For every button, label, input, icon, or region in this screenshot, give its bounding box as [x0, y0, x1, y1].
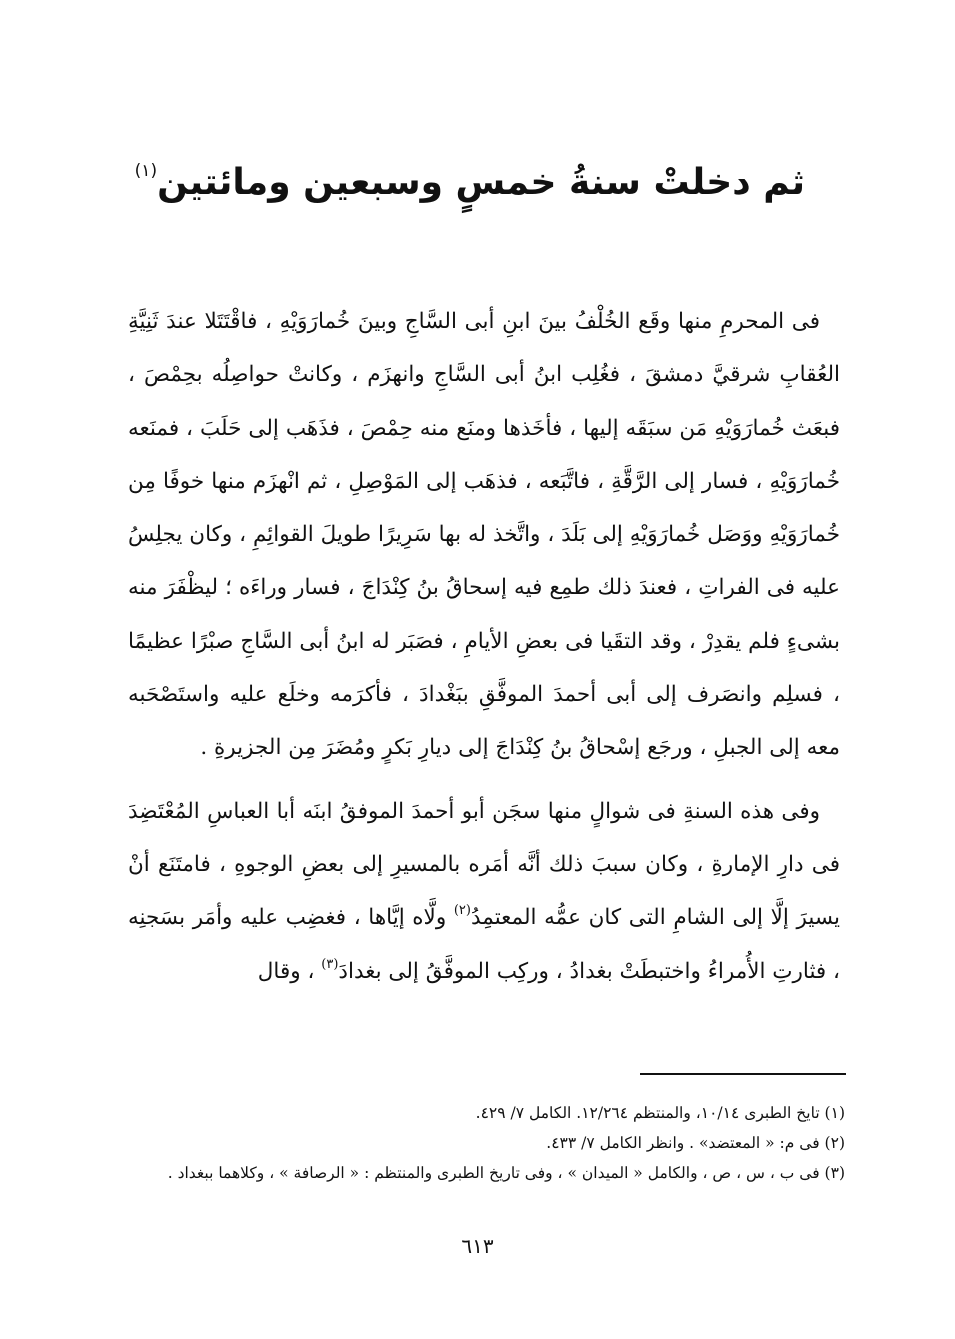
footnote-3: (٣) فى ب ، س ، ص ، والكامل « الميدان » ، وفى تاريخ الطبرى والمنتظم : « الرصافة » ، وكلاهما ببغداد .	[167, 1164, 845, 1182]
footnote-2: (٢) فى م: « المعتضد» . وانظر الكامل ٧/ ٤٣٣.	[546, 1134, 845, 1152]
paragraph-2-part-1: وفى هذه السنةِ فى شوالٍ منها سجَن أبو أحمدَ الموفقُ ابنَه أبا العباسِ المُعْتَضِدَ فى دارِ الإمارةِ ، وكان سببَ ذلك أنَّه أمَره بالمسيرِ إلى بعضِ الوجوهِ ، فامتَنَع أنْ يسيرَ إلَّا إلى الشامِ التى كان عمُّه المعتمِدُ	[128, 798, 840, 931]
main-text	[128, 295, 840, 998]
chapter-heading	[134, 136, 805, 218]
footnotes	[130, 1098, 845, 1188]
paragraph-2-part-3: ، وقال	[257, 958, 322, 984]
page-number: ٦١٣	[461, 1234, 494, 1258]
footnote-1: (١) تايخ الطبرى ١٠/١٤، والمنتظم ١٢/٢٦٤. الكامل ٧/ ٤٢٩.	[475, 1104, 845, 1122]
paragraph-2-part-2: ولَّاه إيَّاها ، فغضِب عليه وأمَر بسَجنِه ، فثارتِ الأُمراءُ واختبطَتْ بغدادُ ، وركِب الموفَّقُ إلى بغدادَ	[128, 905, 840, 984]
footnote-ref-3: (٣)	[321, 956, 339, 972]
paragraph-1: فى المحرمِ منها وقَع الخُلْفُ بينَ ابنِ أبى السَّاجِ وبينَ خُمارَوَيْهِ ، فاقْتَتَلا عندَ ثَنِيَّةِ العُقابِ شرقيَّ دمشقَ ، فغُلِب ابنُ أبى السَّاجِ وانهزَم ، وكانتْ حواصِلُه بحِمْصَ ، فبعَث خُمارَوَيْهِ مَن سبَقَه إليها ، فأخَذها ومنَع منه حِمْصَ ، فذَهَب إلى حَلَبَ ، فمنَعه خُمارَوَيْهِ ، فسار إلى الرَّقَّةِ ، فاتَّبَعه ، فذهَب إلى المَوْصِلِ ، ثم انْهزَم منها خوفًا مِن خُمارَوَيْهِ ووَصَل خُمارَوَيْهِ إلى بَلَدَ ، واتَّخذ له بها سَرِيرًا طويلَ القوائِمِ ، وكان يجلِسُ عليه فى الفراتِ ، فعندَ ذلك طمِع فيه إسحاقُ بنُ كِنْدَاجَ ، فسار وراءَه ؛ ليظْفَرَ منه بشىءٍ فلم يقدِرْ ، وقد التقَيا فى بعضِ الأيامِ ، فصَبَر له ابنُ أبى السَّاجِ صبْرًا عظيمًا ، فسلِم وانصَرف إلى أبى أحمدَ الموفَّقِ ببَغْدادَ ، فأكرَمه وخلَع عليه واستَصْحَبه معه إلى الجبلِ ، ورجَع إسْحاقُ بنُ كِنْدَاجَ إلى ديارِ بَكرٍ ومُضَرَ مِن الجزيرةِ .	[128, 309, 841, 761]
chapter-title: ثم دخلتْ سنةُ خمسٍ وسبعين ومائتين	[157, 162, 805, 203]
paragraph-2	[128, 785, 840, 998]
footnote-ref-2: (٢)	[453, 903, 471, 919]
footnote-ref-1: (١)	[134, 161, 158, 181]
footnote-separator	[640, 1073, 846, 1075]
